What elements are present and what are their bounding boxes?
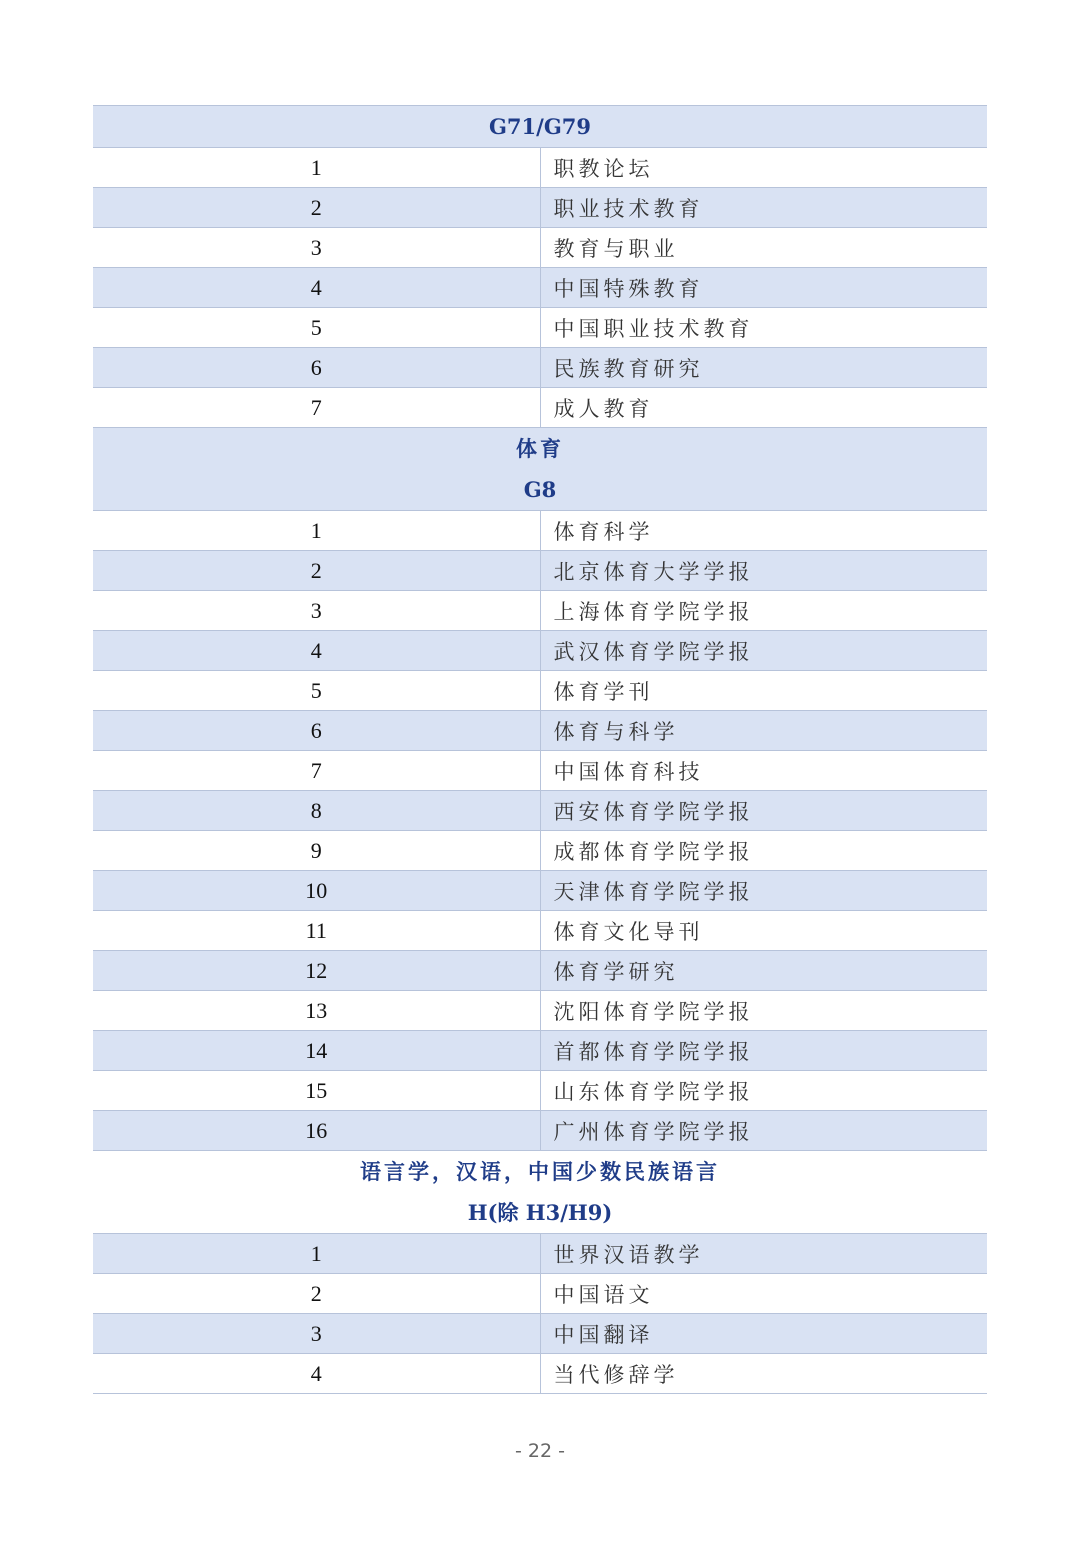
row-number: 8 [93, 791, 540, 831]
table-row [93, 671, 987, 711]
table-row [93, 388, 987, 428]
row-number: 4 [93, 631, 540, 671]
table-row [93, 631, 987, 671]
table-row [93, 511, 987, 551]
journal-name: 职教论坛 [540, 148, 987, 188]
journal-name: 体育科学 [540, 511, 987, 551]
journal-name: 中国翻译 [540, 1314, 987, 1354]
journal-name: 体育文化导刊 [540, 911, 987, 951]
journal-name: 中国语文 [540, 1274, 987, 1314]
journal-name: 体育学研究 [540, 951, 987, 991]
row-number: 4 [93, 1354, 540, 1394]
table-row [93, 1031, 987, 1071]
table-row [93, 791, 987, 831]
journal-name: 武汉体育学院学报 [540, 631, 987, 671]
row-number: 5 [93, 671, 540, 711]
table-row [93, 871, 987, 911]
row-number: 3 [93, 591, 540, 631]
table-row [93, 1274, 987, 1314]
journal-name: 中国职业技术教育 [540, 308, 987, 348]
journal-name: 首都体育学院学报 [540, 1031, 987, 1071]
row-number: 5 [93, 308, 540, 348]
row-number: 16 [93, 1111, 540, 1151]
journal-name: 中国体育科技 [540, 751, 987, 791]
row-number: 10 [93, 871, 540, 911]
row-number: 13 [93, 991, 540, 1031]
table-row [93, 148, 987, 188]
row-number: 11 [93, 911, 540, 951]
classification-code: G8 [523, 477, 557, 502]
journal-name: 职业技术教育 [540, 188, 987, 228]
section-heading [93, 1151, 987, 1234]
section-header [93, 106, 987, 148]
row-number: 2 [93, 551, 540, 591]
journal-name: 西安体育学院学报 [540, 791, 987, 831]
row-number: 1 [93, 1234, 540, 1274]
row-number: 7 [93, 388, 540, 428]
table-row [93, 951, 987, 991]
table-row [93, 991, 987, 1031]
table-row [93, 348, 987, 388]
journal-name: 体育学刊 [540, 671, 987, 711]
category-title: 语言学，汉语，中国少数民族语言 [360, 1159, 720, 1184]
table-row [93, 1234, 987, 1274]
row-number: 7 [93, 751, 540, 791]
journal-name: 成都体育学院学报 [540, 831, 987, 871]
journal-name: 中国特殊教育 [540, 268, 987, 308]
journal-table [93, 105, 987, 1394]
classification-code: H(除 H3/H9) [467, 1200, 613, 1225]
journal-name: 成人教育 [540, 388, 987, 428]
row-number: 4 [93, 268, 540, 308]
table-row [93, 751, 987, 791]
table-row [93, 1314, 987, 1354]
classification-code: G71/G79 [489, 114, 591, 139]
table-row [93, 831, 987, 871]
section-heading [93, 106, 987, 148]
journal-name: 世界汉语教学 [540, 1234, 987, 1274]
row-number: 1 [93, 148, 540, 188]
row-number: 3 [93, 228, 540, 268]
journal-name: 民族教育研究 [540, 348, 987, 388]
row-number: 12 [93, 951, 540, 991]
table-row [93, 268, 987, 308]
table-row [93, 228, 987, 268]
table-row [93, 1111, 987, 1151]
journal-name: 天津体育学院学报 [540, 871, 987, 911]
journal-name: 教育与职业 [540, 228, 987, 268]
table-row [93, 711, 987, 751]
section-header [93, 1151, 987, 1234]
journal-name: 体育与科学 [540, 711, 987, 751]
section-header [93, 428, 987, 511]
journal-name: 广州体育学院学报 [540, 1111, 987, 1151]
row-number: 1 [93, 511, 540, 551]
row-number: 6 [93, 348, 540, 388]
table-row [93, 308, 987, 348]
table-row [93, 551, 987, 591]
journal-name: 当代修辞学 [540, 1354, 987, 1394]
row-number: 2 [93, 188, 540, 228]
row-number: 3 [93, 1314, 540, 1354]
row-number: 14 [93, 1031, 540, 1071]
journal-name: 山东体育学院学报 [540, 1071, 987, 1111]
page-number: - 22 - [515, 1440, 565, 1462]
section-heading [93, 428, 987, 511]
journal-name: 沈阳体育学院学报 [540, 991, 987, 1031]
row-number: 6 [93, 711, 540, 751]
table-row [93, 591, 987, 631]
row-number: 15 [93, 1071, 540, 1111]
category-title: 体育 [516, 436, 564, 461]
table-row [93, 911, 987, 951]
journal-name: 上海体育学院学报 [540, 591, 987, 631]
table-row [93, 1354, 987, 1394]
journal-name: 北京体育大学学报 [540, 551, 987, 591]
table-row [93, 1071, 987, 1111]
row-number: 2 [93, 1274, 540, 1314]
table-row [93, 188, 987, 228]
row-number: 9 [93, 831, 540, 871]
